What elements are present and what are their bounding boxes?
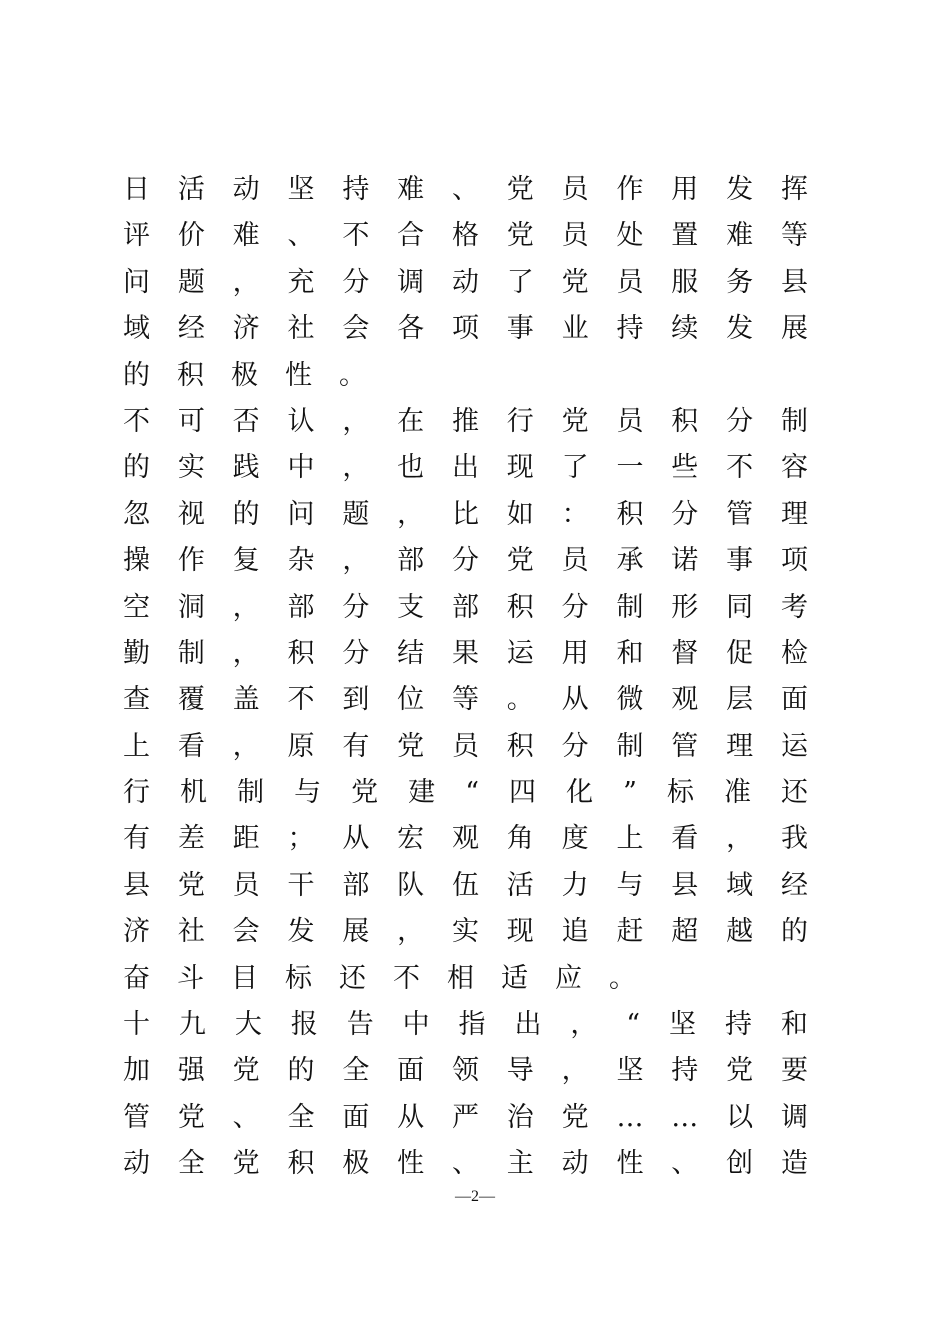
text-char: 展 bbox=[342, 916, 370, 948]
text-line bbox=[123, 538, 808, 584]
text-char: 管 bbox=[671, 730, 699, 762]
text-char: 查 bbox=[123, 684, 150, 716]
text-char: 践 bbox=[232, 452, 260, 484]
text-line bbox=[123, 770, 808, 816]
text-char: 洞 bbox=[177, 591, 205, 623]
text-char: 实 bbox=[451, 916, 479, 948]
text-char: 不 bbox=[393, 962, 420, 994]
text-char: 。 bbox=[339, 359, 366, 391]
text-char: 极 bbox=[231, 359, 258, 391]
text-char: 经 bbox=[780, 869, 808, 901]
text-char: 导 bbox=[506, 1055, 534, 1087]
text-char: 相 bbox=[447, 962, 474, 994]
text-char: 看 bbox=[177, 730, 205, 762]
text-char: 了 bbox=[561, 452, 589, 484]
text-char: 问 bbox=[123, 266, 150, 298]
text-char: 发 bbox=[287, 916, 315, 948]
text-char: 度 bbox=[561, 823, 589, 855]
text-char: 盖 bbox=[232, 684, 260, 716]
text-char: 分 bbox=[342, 637, 370, 669]
text-char: 勤 bbox=[123, 637, 150, 669]
text-char: 的 bbox=[123, 452, 150, 484]
text-char: 处 bbox=[616, 220, 644, 252]
text-char: 党 bbox=[506, 174, 534, 205]
text-char: 结 bbox=[397, 637, 425, 669]
text-char: 运 bbox=[780, 730, 808, 762]
text-char: 积 bbox=[616, 498, 644, 530]
text-char: ， bbox=[342, 452, 370, 484]
text-char: 九 bbox=[178, 1009, 206, 1041]
text-char: 合 bbox=[397, 220, 425, 252]
text-char: 诺 bbox=[671, 545, 699, 577]
text-char: 角 bbox=[506, 823, 534, 855]
text-char: 积 bbox=[506, 591, 534, 623]
text-char: 上 bbox=[616, 823, 644, 855]
text-char: 空 bbox=[123, 591, 150, 623]
text-char: 持 bbox=[724, 1009, 752, 1041]
text-char: 挥 bbox=[780, 174, 808, 205]
text-char: ， bbox=[397, 916, 425, 948]
text-line bbox=[123, 399, 808, 445]
text-char: 的 bbox=[780, 916, 808, 948]
text-char: 容 bbox=[780, 452, 808, 484]
text-char: 宏 bbox=[397, 823, 425, 855]
text-char: 分 bbox=[342, 591, 370, 623]
text-line bbox=[123, 260, 808, 306]
text-char: 持 bbox=[342, 174, 370, 205]
text-char: 题 bbox=[177, 266, 205, 298]
text-char: 中 bbox=[287, 452, 315, 484]
text-char: 干 bbox=[287, 869, 315, 901]
text-char: 活 bbox=[506, 869, 534, 901]
text-char: 员 bbox=[616, 405, 644, 437]
text-char: 会 bbox=[232, 916, 260, 948]
text-char: 域 bbox=[123, 313, 150, 345]
text-char: 果 bbox=[451, 637, 479, 669]
text-char: 层 bbox=[726, 684, 754, 716]
text-char: 员 bbox=[561, 174, 589, 205]
text-char: 严 bbox=[451, 1101, 479, 1133]
text-char: ， bbox=[342, 405, 370, 437]
text-char: 、 bbox=[232, 1101, 260, 1133]
text-char: 分 bbox=[561, 730, 589, 762]
text-char: 理 bbox=[726, 730, 754, 762]
text-char: 微 bbox=[616, 684, 644, 716]
text-char: 报 bbox=[290, 1009, 318, 1041]
text-char: 积 bbox=[287, 1148, 315, 1180]
text-line bbox=[123, 677, 808, 723]
text-char: 党 bbox=[177, 1101, 205, 1133]
text-char: 否 bbox=[232, 405, 260, 437]
text-char: 坚 bbox=[616, 1055, 644, 1087]
text-char: 不 bbox=[342, 220, 370, 252]
text-char: 。 bbox=[506, 684, 534, 716]
text-char: 视 bbox=[177, 498, 205, 530]
text-char: 调 bbox=[780, 1101, 808, 1133]
text-line bbox=[123, 724, 808, 770]
text-char: 党 bbox=[397, 730, 425, 762]
text-char: 复 bbox=[232, 545, 260, 577]
text-char: 大 bbox=[234, 1009, 262, 1041]
text-char: 加 bbox=[123, 1055, 150, 1087]
text-char: 还 bbox=[781, 777, 808, 809]
text-char: 支 bbox=[397, 591, 425, 623]
text-char: 可 bbox=[177, 405, 205, 437]
text-char: 我 bbox=[780, 823, 808, 855]
text-char: 分 bbox=[561, 591, 589, 623]
text-char: 难 bbox=[726, 220, 754, 252]
text-line bbox=[123, 863, 808, 909]
text-char: 主 bbox=[506, 1148, 534, 1180]
text-char: 强 bbox=[177, 1055, 205, 1087]
text-char: 忽 bbox=[123, 498, 150, 530]
text-char: 分 bbox=[342, 266, 370, 298]
text-char: 实 bbox=[177, 452, 205, 484]
text-char: 活 bbox=[177, 174, 205, 205]
text-char: 建 bbox=[408, 777, 436, 809]
text-char: 员 bbox=[451, 730, 479, 762]
text-char: 创 bbox=[726, 1148, 754, 1180]
text-char: 四 bbox=[509, 777, 537, 809]
text-char: 域 bbox=[726, 869, 754, 901]
text-char: 管 bbox=[123, 1101, 150, 1133]
text-char: 分 bbox=[726, 405, 754, 437]
text-char: 治 bbox=[506, 1101, 534, 1133]
text-line bbox=[123, 492, 808, 538]
text-char: … bbox=[616, 1101, 644, 1133]
text-char: 价 bbox=[177, 220, 205, 252]
text-char: ” bbox=[623, 777, 637, 809]
text-char: 、 bbox=[451, 1148, 479, 1180]
text-char: 积 bbox=[177, 359, 204, 391]
text-char: 推 bbox=[451, 405, 479, 437]
text-char: 业 bbox=[561, 313, 589, 345]
text-char: 不 bbox=[726, 452, 754, 484]
text-char: 全 bbox=[342, 1055, 370, 1087]
text-char: 目 bbox=[231, 962, 258, 994]
text-char: ， bbox=[570, 1009, 598, 1041]
text-line bbox=[123, 353, 808, 399]
text-char: 超 bbox=[671, 916, 699, 948]
text-char: 济 bbox=[232, 313, 260, 345]
text-char: 事 bbox=[506, 313, 534, 345]
text-line bbox=[123, 631, 808, 677]
text-line bbox=[123, 909, 808, 955]
text-char: 行 bbox=[123, 777, 150, 809]
text-char: 斗 bbox=[177, 962, 204, 994]
text-line bbox=[123, 956, 808, 1002]
text-char: 服 bbox=[671, 266, 699, 298]
text-char: 调 bbox=[397, 266, 425, 298]
text-char: 准 bbox=[723, 777, 751, 809]
text-char: 面 bbox=[780, 684, 808, 716]
text-char: 员 bbox=[561, 220, 589, 252]
text-char: 如 bbox=[506, 498, 534, 530]
text-char: 些 bbox=[671, 452, 699, 484]
text-char: 展 bbox=[780, 313, 808, 345]
text-char: 标 bbox=[666, 777, 694, 809]
text-char: 应 bbox=[555, 962, 582, 994]
text-char: 的 bbox=[287, 1055, 315, 1087]
text-char: 理 bbox=[780, 498, 808, 530]
text-char: 距 bbox=[232, 823, 260, 855]
text-char: 制 bbox=[616, 591, 644, 623]
text-char: 各 bbox=[397, 313, 425, 345]
text-char: 观 bbox=[671, 684, 699, 716]
text-line bbox=[123, 213, 808, 259]
text-char: 会 bbox=[342, 313, 370, 345]
text-char: 全 bbox=[177, 1148, 205, 1180]
text-char: ， bbox=[232, 591, 260, 623]
text-char: 制 bbox=[177, 637, 205, 669]
text-char: 社 bbox=[177, 916, 205, 948]
text-char: 十 bbox=[123, 1009, 150, 1041]
text-char: 用 bbox=[671, 174, 699, 205]
text-line bbox=[123, 445, 808, 491]
text-char: 形 bbox=[671, 591, 699, 623]
text-char: ： bbox=[561, 498, 589, 530]
text-char: 的 bbox=[123, 359, 150, 391]
text-char: 操 bbox=[123, 545, 150, 577]
text-char: 部 bbox=[287, 591, 315, 623]
text-char: 日 bbox=[123, 174, 150, 205]
text-char: 赶 bbox=[616, 916, 644, 948]
text-char: 有 bbox=[342, 730, 370, 762]
text-char: 告 bbox=[346, 1009, 374, 1041]
text-char: 部 bbox=[451, 591, 479, 623]
text-char: 发 bbox=[726, 174, 754, 205]
text-char: 在 bbox=[397, 405, 425, 437]
text-char: 分 bbox=[671, 498, 699, 530]
text-char: 上 bbox=[123, 730, 150, 762]
text-char: 奋 bbox=[123, 962, 150, 994]
text-char: 等 bbox=[780, 220, 808, 252]
text-char: 还 bbox=[339, 962, 366, 994]
text-char: 作 bbox=[177, 545, 205, 577]
text-char: 员 bbox=[561, 545, 589, 577]
text-char: 务 bbox=[726, 266, 754, 298]
text-char: 评 bbox=[123, 220, 150, 252]
text-char: 观 bbox=[451, 823, 479, 855]
text-char: 社 bbox=[287, 313, 315, 345]
text-char: ， bbox=[342, 545, 370, 577]
text-char: 造 bbox=[780, 1148, 808, 1180]
text-char: 坚 bbox=[287, 174, 315, 205]
text-char: 题 bbox=[342, 498, 370, 530]
text-char: “ bbox=[465, 777, 479, 809]
text-char: 极 bbox=[342, 1148, 370, 1180]
text-char: 适 bbox=[501, 962, 528, 994]
text-char: 部 bbox=[342, 869, 370, 901]
text-char: 管 bbox=[726, 498, 754, 530]
text-char: ， bbox=[561, 1055, 589, 1087]
text-char: 有 bbox=[123, 823, 150, 855]
text-char: 等 bbox=[451, 684, 479, 716]
text-char: 也 bbox=[397, 452, 425, 484]
text-char: 认 bbox=[287, 405, 315, 437]
text-char: 党 bbox=[726, 1055, 754, 1087]
text-line bbox=[123, 167, 808, 213]
text-char: 从 bbox=[397, 1101, 425, 1133]
text-char: 不 bbox=[287, 684, 315, 716]
text-char: 督 bbox=[671, 637, 699, 669]
text-char: 现 bbox=[506, 916, 534, 948]
text-char: 项 bbox=[780, 545, 808, 577]
text-char: 制 bbox=[616, 730, 644, 762]
text-char: 现 bbox=[506, 452, 534, 484]
text-char: 格 bbox=[451, 220, 479, 252]
text-char: 追 bbox=[561, 916, 589, 948]
text-char: 运 bbox=[506, 637, 534, 669]
text-char: 党 bbox=[561, 266, 589, 298]
text-char: 项 bbox=[451, 313, 479, 345]
text-char: “ bbox=[626, 1009, 641, 1041]
text-char: 同 bbox=[726, 591, 754, 623]
text-char: 党 bbox=[506, 220, 534, 252]
text-char: 、 bbox=[671, 1148, 699, 1180]
text-char: 问 bbox=[287, 498, 315, 530]
text-char: 以 bbox=[726, 1101, 754, 1133]
text-char: 比 bbox=[451, 498, 479, 530]
text-char: 面 bbox=[342, 1101, 370, 1133]
text-char: ， bbox=[232, 730, 260, 762]
text-char: 行 bbox=[506, 405, 534, 437]
text-char: 动 bbox=[232, 174, 260, 205]
text-char: 济 bbox=[123, 916, 150, 948]
text-char: 持 bbox=[671, 1055, 699, 1087]
text-char: 经 bbox=[177, 313, 205, 345]
text-char: 党 bbox=[561, 1101, 589, 1133]
text-char: 出 bbox=[451, 452, 479, 484]
document-body bbox=[123, 167, 808, 1188]
text-char: 制 bbox=[237, 777, 265, 809]
text-char: … bbox=[671, 1101, 699, 1133]
text-char: 了 bbox=[506, 266, 534, 298]
text-char: 制 bbox=[780, 405, 808, 437]
text-char: 党 bbox=[561, 405, 589, 437]
text-char: 县 bbox=[780, 266, 808, 298]
text-char: 分 bbox=[451, 545, 479, 577]
text-char: 从 bbox=[561, 684, 589, 716]
text-char: ， bbox=[397, 498, 425, 530]
text-char: 县 bbox=[123, 869, 150, 901]
text-char: 续 bbox=[671, 313, 699, 345]
text-line bbox=[123, 1095, 808, 1141]
text-char: 坚 bbox=[669, 1009, 697, 1041]
text-char: 作 bbox=[616, 174, 644, 205]
text-char: 党 bbox=[506, 545, 534, 577]
page-number: —2— bbox=[455, 1188, 495, 1205]
text-char: 性 bbox=[285, 359, 312, 391]
text-char: 一 bbox=[616, 452, 644, 484]
text-char: 中 bbox=[402, 1009, 430, 1041]
text-char: 充 bbox=[287, 266, 315, 298]
text-char: ， bbox=[726, 823, 754, 855]
text-char: 队 bbox=[397, 869, 425, 901]
text-char: 机 bbox=[180, 777, 208, 809]
text-char: 党 bbox=[232, 1148, 260, 1180]
text-char: 县 bbox=[671, 869, 699, 901]
text-char: 面 bbox=[397, 1055, 425, 1087]
text-char: 差 bbox=[177, 823, 205, 855]
text-line bbox=[123, 1141, 808, 1187]
text-char: 检 bbox=[780, 637, 808, 669]
text-char: 动 bbox=[561, 1148, 589, 1180]
text-char: 积 bbox=[506, 730, 534, 762]
text-char: 全 bbox=[287, 1101, 315, 1133]
text-char: 员 bbox=[616, 266, 644, 298]
text-char: 标 bbox=[285, 962, 312, 994]
text-char: 要 bbox=[780, 1055, 808, 1087]
text-char: 力 bbox=[561, 869, 589, 901]
text-char: 和 bbox=[616, 637, 644, 669]
text-line bbox=[123, 306, 808, 352]
text-char: 置 bbox=[671, 220, 699, 252]
text-char: 承 bbox=[616, 545, 644, 577]
text-char: 党 bbox=[232, 1055, 260, 1087]
text-char: 的 bbox=[232, 498, 260, 530]
text-char: 伍 bbox=[451, 869, 479, 901]
text-char: 考 bbox=[780, 591, 808, 623]
text-char: 用 bbox=[561, 637, 589, 669]
text-char: 越 bbox=[726, 916, 754, 948]
text-char: ， bbox=[232, 637, 260, 669]
text-char: 党 bbox=[177, 869, 205, 901]
text-char: 杂 bbox=[287, 545, 315, 577]
text-char: 原 bbox=[287, 730, 315, 762]
text-char: 持 bbox=[616, 313, 644, 345]
text-char: 从 bbox=[342, 823, 370, 855]
text-char: 化 bbox=[566, 777, 594, 809]
text-char: 与 bbox=[294, 777, 322, 809]
text-char: 党 bbox=[351, 777, 379, 809]
text-line bbox=[123, 1048, 808, 1094]
text-char: 不 bbox=[123, 405, 150, 437]
text-char: 难 bbox=[397, 174, 425, 205]
text-line bbox=[123, 816, 808, 862]
text-char: 员 bbox=[232, 869, 260, 901]
text-char: 与 bbox=[616, 869, 644, 901]
text-char: 看 bbox=[671, 823, 699, 855]
text-char: 性 bbox=[616, 1148, 644, 1180]
text-char: 发 bbox=[726, 313, 754, 345]
text-char: 到 bbox=[342, 684, 370, 716]
text-char: 指 bbox=[458, 1009, 486, 1041]
text-char: 、 bbox=[287, 220, 315, 252]
text-char: 领 bbox=[451, 1055, 479, 1087]
text-line bbox=[123, 585, 808, 631]
text-char: 动 bbox=[123, 1148, 150, 1180]
text-line bbox=[123, 1002, 808, 1048]
text-char: 积 bbox=[671, 405, 699, 437]
text-char: 部 bbox=[397, 545, 425, 577]
text-char: 位 bbox=[397, 684, 425, 716]
text-char: 性 bbox=[397, 1148, 425, 1180]
text-char: 事 bbox=[726, 545, 754, 577]
text-char: 难 bbox=[232, 220, 260, 252]
text-char: 动 bbox=[451, 266, 479, 298]
text-char: 出 bbox=[514, 1009, 542, 1041]
text-char: 和 bbox=[780, 1009, 808, 1041]
text-char: 积 bbox=[287, 637, 315, 669]
text-char: 覆 bbox=[177, 684, 205, 716]
text-char: 、 bbox=[451, 174, 479, 205]
text-char: ， bbox=[232, 266, 260, 298]
text-char: 促 bbox=[726, 637, 754, 669]
text-char: 。 bbox=[609, 962, 636, 994]
text-char: ； bbox=[287, 823, 315, 855]
